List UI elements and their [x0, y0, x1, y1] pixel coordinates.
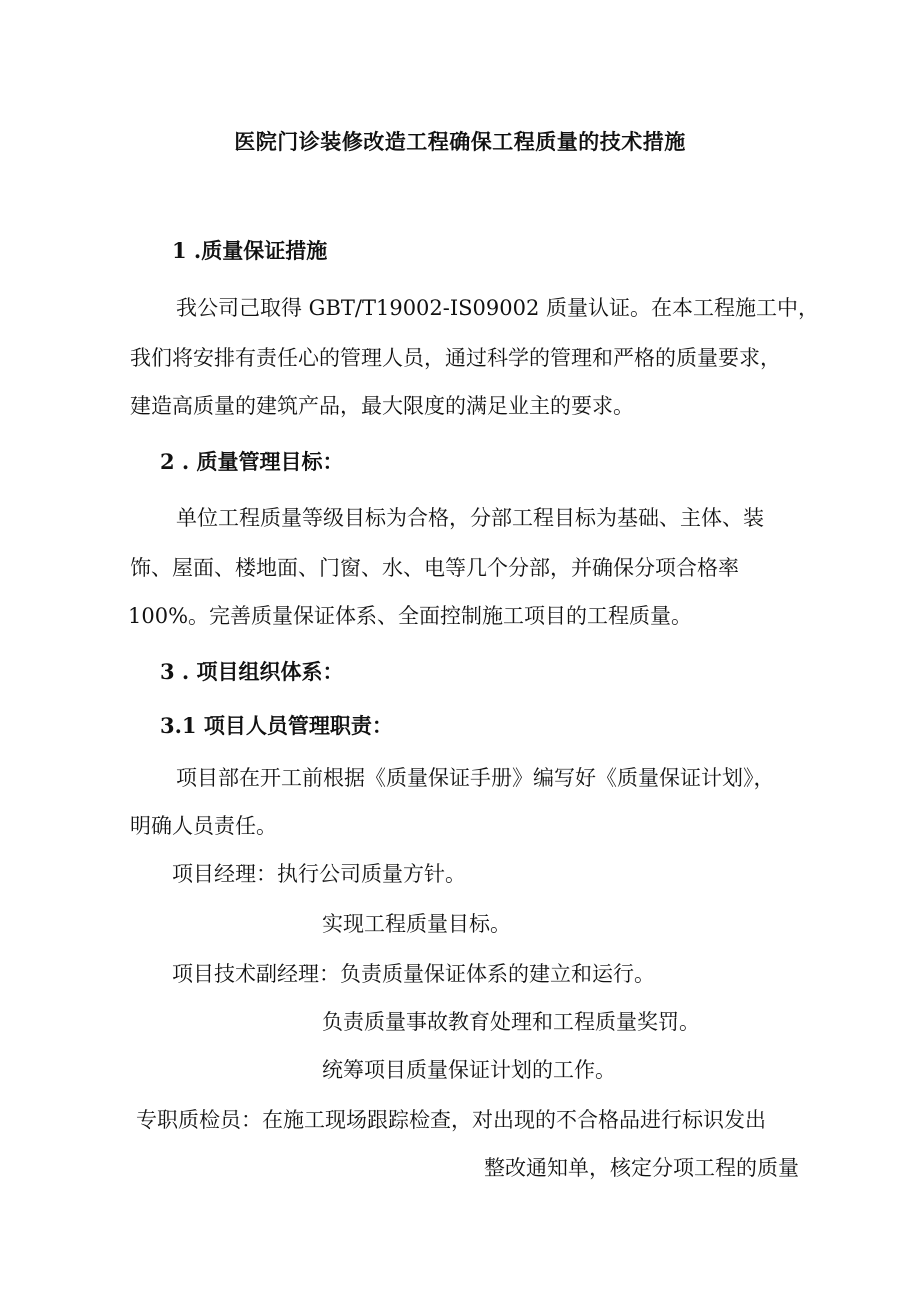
section-2-heading: 2 . 质量管理目标： — [160, 449, 344, 474]
role-quality-inspector-continuation: 整改通知单，核定分项工程的质量 — [484, 1156, 799, 1180]
section-3-1-paragraph-line: 项目部在开工前根据《质量保证手册》编写好《质量保证计划》， — [176, 766, 775, 790]
section-2-paragraph-line: 单位工程质量等级目标为合格，分部工程目标为基础、主体、装 — [176, 506, 764, 530]
section-1-heading: 1 .质量保证措施 — [172, 238, 328, 263]
role-technical-deputy-manager-continuation: 统筹项目质量保证计划的工作。 — [322, 1058, 616, 1082]
section-1-paragraph-line: 我们将安排有责任心的管理人员，通过科学的管理和严格的质量要求， — [130, 346, 781, 370]
role-technical-deputy-manager: 项目技术副经理：负责质量保证体系的建立和运行。 — [172, 962, 655, 986]
section-3-1-paragraph-line: 明确人员责任。 — [130, 814, 277, 838]
section-2-paragraph-line: 100%。完善质量保证体系、全面控制施工项目的工程质量。 — [128, 604, 693, 628]
section-3-1-heading: 3.1 项目人员管理职责： — [160, 713, 393, 738]
document-title: 医院门诊装修改造工程确保工程质量的技术措施 — [234, 129, 686, 154]
section-1-paragraph-line: 建造高质量的建筑产品，最大限度的满足业主的要求。 — [130, 394, 634, 418]
role-project-manager: 项目经理：执行公司质量方针。 — [172, 862, 466, 886]
role-technical-deputy-manager-continuation: 负责质量事故教育处理和工程质量奖罚。 — [322, 1010, 700, 1034]
section-1-paragraph-line: 我公司己取得 GBT/T19002-IS09002 质量认证。在本工程施工中， — [176, 296, 820, 320]
role-project-manager-continuation: 实现工程质量目标。 — [322, 912, 511, 936]
section-3-heading: 3 . 项目组织体系： — [160, 659, 344, 684]
role-quality-inspector: 专职质检员：在施工现场跟踪检查，对出现的不合格品进行标识发出 — [136, 1108, 766, 1132]
section-2-paragraph-line: 饰、屋面、楼地面、门窗、水、电等几个分部，并确保分项合格率 — [130, 556, 739, 580]
